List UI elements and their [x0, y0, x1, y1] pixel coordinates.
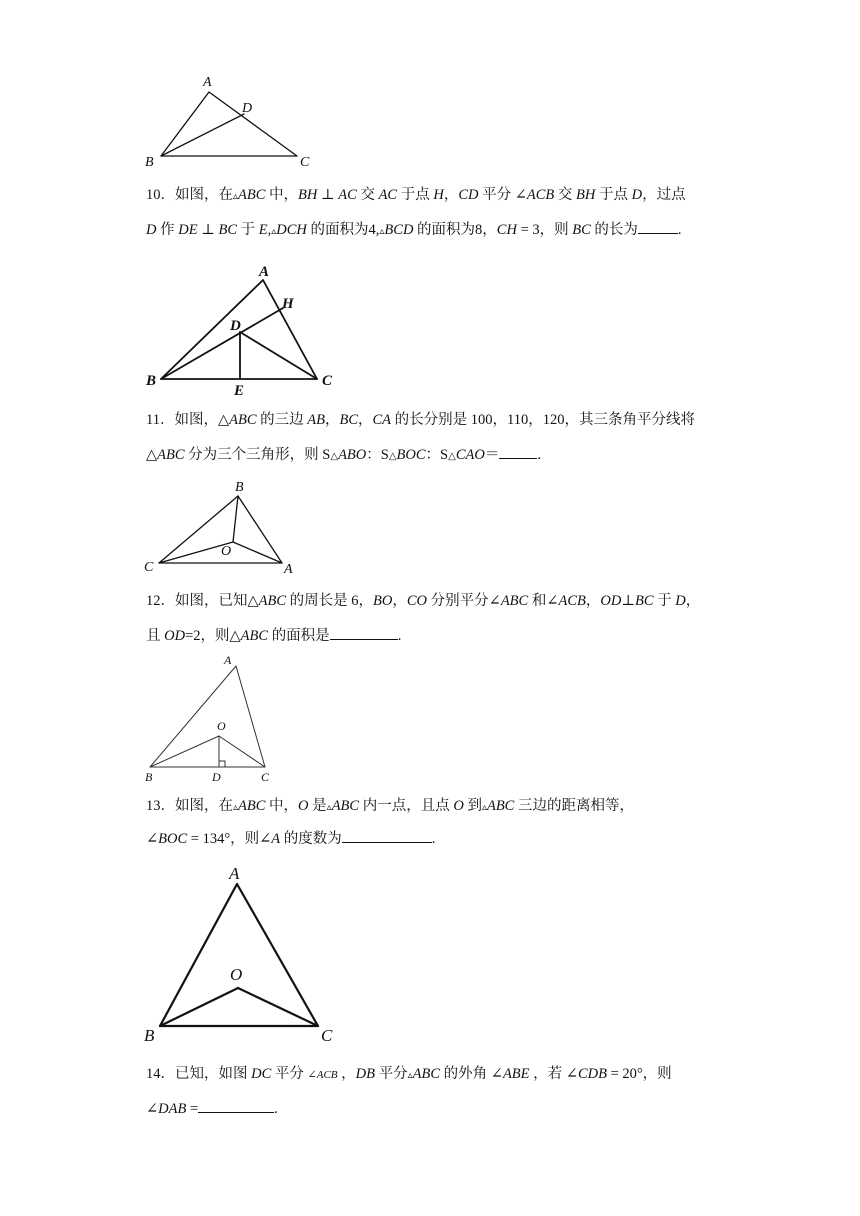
label-b: B — [235, 480, 244, 495]
answer-blank — [330, 626, 398, 640]
text: 于 — [653, 593, 676, 609]
text: ， — [337, 1066, 356, 1082]
angle-symbol: ∠ — [490, 1066, 503, 1082]
question-12-line-1 — [146, 592, 700, 610]
triangle-abc — [160, 884, 318, 1026]
text: . — [677, 222, 682, 238]
text: 分为三个三角形，则 S — [184, 447, 331, 463]
text: . — [537, 447, 541, 463]
text: ， — [443, 187, 459, 203]
term: CD — [458, 187, 479, 203]
text: 的长分别是 100，110，120，其三条角平分线将 — [391, 412, 696, 428]
text: , — [267, 222, 272, 238]
label-c: C — [261, 770, 270, 784]
q12-number: 12．如图，已知△ — [146, 593, 259, 609]
triangle-symbol: ▵ — [233, 802, 239, 813]
figure-q10 — [140, 258, 340, 398]
text: 平分 — [478, 187, 515, 203]
q13-number: 13．如图，在 — [146, 798, 233, 814]
term: AB — [307, 412, 325, 428]
figure-q12-svg — [140, 650, 290, 786]
segment-bo — [160, 988, 238, 1026]
perp-symbol: ⊥ — [621, 593, 635, 609]
text: ：S — [425, 447, 449, 463]
figure-q10-svg — [140, 258, 340, 398]
text: 的面积为8， — [413, 222, 497, 238]
text: 到 — [463, 798, 482, 814]
figure-q13 — [140, 858, 350, 1048]
text: = — [186, 1101, 199, 1117]
angle-symbol: ∠ — [146, 1101, 159, 1117]
text: 于点 — [397, 187, 434, 203]
q10-number: 10．如图，在 — [146, 187, 233, 203]
text: . — [431, 831, 436, 847]
term: ABC — [229, 412, 257, 428]
triangle-symbol: ▵ — [379, 226, 385, 237]
label-a: A — [259, 264, 270, 280]
term: H — [433, 187, 444, 203]
term: ABC — [500, 593, 529, 609]
label-c: C — [322, 373, 333, 389]
label-d: D — [242, 101, 253, 116]
triangle-symbol: △ — [388, 451, 397, 462]
term: CH — [496, 222, 517, 238]
answer-blank — [638, 220, 678, 234]
term: ABC — [258, 593, 287, 609]
label-d: D — [230, 318, 241, 334]
triangle-abc — [150, 666, 265, 767]
text: ， — [358, 412, 373, 428]
angle-symbol: ∠ — [565, 1066, 578, 1082]
term: DC — [251, 1066, 272, 1082]
term: D — [631, 187, 643, 203]
figure-q11 — [140, 476, 310, 580]
text: 内一点，且点 — [359, 798, 454, 814]
figure-q13-svg — [140, 858, 350, 1048]
text: 中， — [265, 798, 299, 814]
perp-symbol: ⊥ — [317, 187, 339, 203]
label-c: C — [300, 155, 310, 170]
text: =2，则△ — [185, 628, 241, 644]
term: DE — [178, 222, 198, 238]
question-10-line-2 — [146, 220, 682, 241]
term: CDB — [577, 1066, 607, 1082]
term: D — [146, 222, 157, 238]
term: BCD — [384, 222, 414, 238]
angle-symbol: ∠ — [514, 187, 527, 203]
term: BO — [373, 593, 393, 609]
triangle-symbol: ▵ — [271, 226, 277, 237]
text: 平分 — [271, 1066, 308, 1082]
text: 平分 — [375, 1066, 408, 1082]
term: ABC — [412, 1066, 441, 1082]
label-a: A — [284, 562, 293, 577]
text: 作 — [156, 222, 179, 238]
segment-bo — [150, 736, 219, 767]
text: ＝ — [484, 447, 500, 463]
term: ACB — [558, 593, 586, 609]
term: OD — [164, 628, 186, 644]
label-c: C — [321, 1026, 333, 1045]
text: 的度数为 — [280, 831, 342, 847]
answer-blank — [342, 829, 432, 843]
text: . — [397, 628, 402, 644]
label-d: D — [212, 770, 221, 784]
term: ABO — [338, 447, 367, 463]
text: 于 — [237, 222, 259, 238]
text: = 20°，则 — [606, 1066, 672, 1082]
term: E — [258, 222, 268, 238]
text: = 134°，则∠ — [187, 831, 272, 847]
term: DAB — [158, 1101, 187, 1117]
question-14-line-2 — [146, 1099, 278, 1118]
angle-symbol: ∠ — [146, 831, 159, 847]
text: ，若 — [529, 1066, 566, 1082]
term: ABC — [238, 798, 266, 814]
term: CAO — [455, 447, 485, 463]
text: 且 — [146, 628, 165, 644]
text: 中， — [265, 187, 299, 203]
segment-bd — [161, 114, 244, 156]
term: DB — [355, 1066, 375, 1082]
question-10-line-1 — [146, 186, 686, 206]
label-a: A — [229, 864, 240, 883]
question-12-line-2 — [146, 626, 401, 645]
figure-q11-svg — [140, 476, 310, 580]
text: ，过点 — [642, 187, 686, 203]
text: 的面积是 — [268, 628, 330, 644]
term: ABC — [331, 798, 360, 814]
label-o: O — [230, 965, 243, 984]
term: ABE — [502, 1066, 530, 1082]
label-b: B — [145, 770, 153, 784]
label-a: A — [203, 75, 212, 90]
term: ABC — [238, 187, 266, 203]
label-c: C — [144, 560, 154, 575]
text: = 3，则 — [516, 222, 573, 238]
perp-symbol: ⊥ — [197, 222, 219, 238]
q14-number: 14．已知，如图 — [146, 1066, 252, 1082]
figure-q9 — [140, 70, 320, 170]
text: 的周长是 6， — [286, 593, 374, 609]
term: ACB — [526, 187, 555, 203]
text: ， — [324, 412, 340, 428]
term: DCH — [276, 222, 307, 238]
text: 的外角 — [440, 1066, 491, 1082]
term: D — [675, 593, 686, 609]
term: O — [298, 798, 309, 814]
term: BH — [576, 187, 596, 203]
triangle-symbol: ▵ — [326, 802, 332, 813]
text: ， — [685, 593, 701, 609]
term: BC — [218, 222, 237, 238]
question-11-line-1 — [146, 411, 695, 429]
answer-blank — [499, 445, 537, 459]
triangle-symbol: ▵ — [233, 191, 239, 202]
text: 于点 — [595, 187, 632, 203]
text: 和∠ — [528, 593, 559, 609]
term: ABC — [240, 628, 269, 644]
text: 交 — [356, 187, 379, 203]
right-angle-mark — [219, 761, 225, 767]
term: AC — [338, 187, 357, 203]
text: 的长为 — [590, 222, 638, 238]
figure-q9-svg — [140, 70, 320, 170]
text: 三边的距离相等， — [514, 798, 634, 814]
term: BC — [634, 593, 654, 609]
text: 是 — [308, 798, 327, 814]
term: CA — [372, 412, 392, 428]
term: OD — [600, 593, 622, 609]
label-e: E — [234, 383, 245, 399]
label-b: B — [144, 1026, 155, 1045]
q11-number: 11．如图，△ — [146, 412, 230, 428]
answer-blank — [198, 1099, 274, 1113]
term: ABC — [157, 447, 185, 463]
term: ACB — [316, 1069, 338, 1081]
angle-symbol: ∠ — [307, 1069, 317, 1081]
triangle-symbol: △ — [330, 451, 339, 462]
triangle-symbol: △ — [448, 451, 456, 462]
term: BOC — [396, 447, 426, 463]
label-h: H — [282, 296, 294, 312]
label-b: B — [145, 155, 154, 170]
label-a: A — [224, 653, 232, 667]
term: ABC — [486, 798, 515, 814]
triangle-symbol: ▵ — [481, 802, 487, 813]
text: 的面积为4, — [306, 222, 380, 238]
term: AC — [378, 187, 398, 203]
text: ， — [392, 593, 407, 609]
label-o: O — [221, 544, 232, 559]
term: O — [453, 798, 464, 814]
text: . — [274, 1101, 278, 1117]
text: ， — [585, 593, 601, 609]
label-b: B — [146, 373, 157, 389]
term: BC — [339, 412, 359, 428]
segment-co — [219, 736, 265, 767]
term: A — [271, 831, 281, 847]
question-13-line-2 — [146, 829, 435, 848]
triangle-symbol: ▵ — [407, 1070, 413, 1081]
text: ：S — [366, 447, 389, 463]
figure-q12 — [140, 650, 290, 786]
term: CO — [406, 593, 428, 609]
text: 的三边 — [256, 412, 308, 428]
term: BOC — [158, 831, 188, 847]
question-13-line-1 — [146, 797, 634, 817]
segment-bo — [233, 496, 238, 542]
term: BH — [298, 187, 318, 203]
text: 分别平分∠ — [427, 593, 501, 609]
term: BC — [572, 222, 591, 238]
text: 交 — [554, 187, 577, 203]
question-11-line-2 — [146, 445, 541, 466]
label-o: O — [217, 719, 226, 733]
text: △ — [146, 447, 158, 463]
question-14-line-1 — [146, 1065, 672, 1085]
segment-cd — [240, 332, 317, 379]
